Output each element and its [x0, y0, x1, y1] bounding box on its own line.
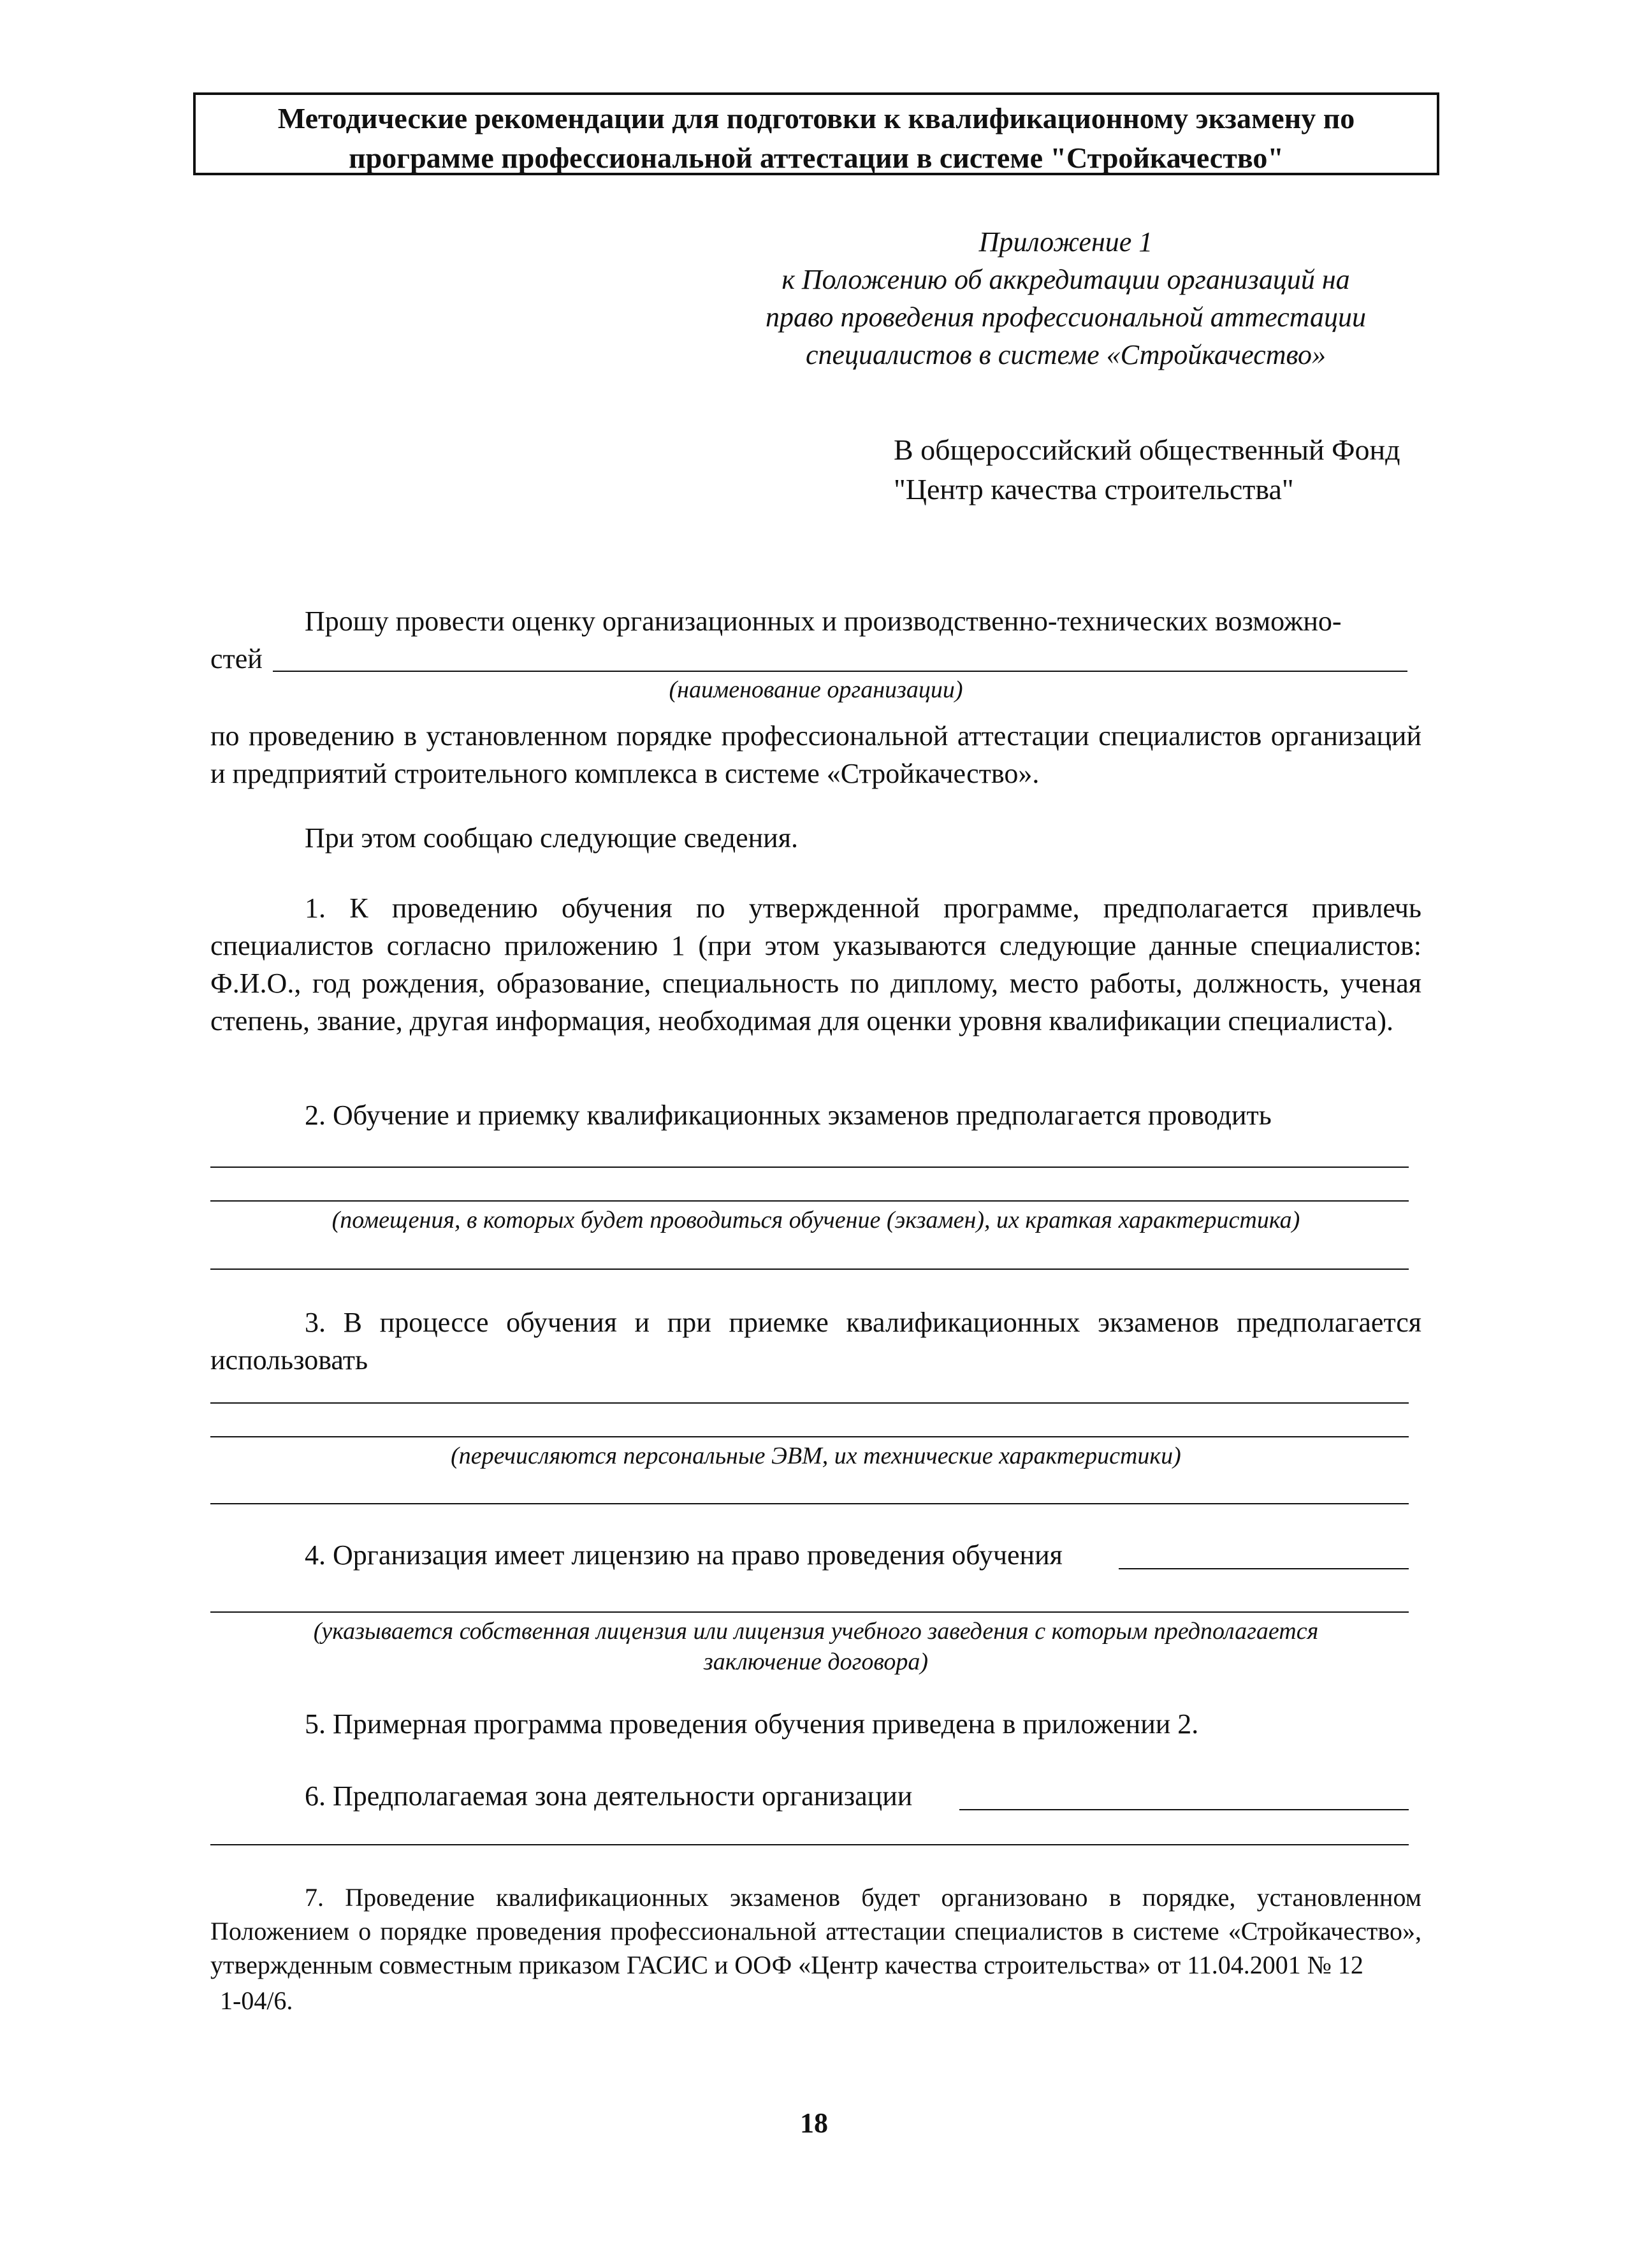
item-3-field-line-2[interactable] — [210, 1436, 1409, 1437]
appendix-reference — [715, 223, 1416, 374]
request-line-1: Прошу провести оценку организационных и производственно-технических возможно- — [305, 606, 1342, 637]
addressee-line-1: В общероссийский общественный Фонд — [894, 433, 1400, 466]
appendix-line-1: к Положению об аккредитации организаций на — [781, 264, 1350, 295]
request-continuation: по проведению в установленном порядке профессиональной аттестации специалистов организаций и предприятий строительного комплекса в системе «Стройкачество». — [210, 720, 1421, 789]
item-4-caption-line-2: заключение договора) — [703, 1648, 929, 1675]
item-4-license-field[interactable] — [1119, 1568, 1409, 1569]
appendix-line-3: специалистов в системе «Стройкачество» — [805, 339, 1326, 370]
addressee — [894, 430, 1467, 509]
item-2-field-line-1[interactable] — [210, 1167, 1409, 1168]
appendix-title: Приложение 1 — [978, 226, 1153, 258]
organization-name-field[interactable] — [273, 671, 1407, 672]
item-2-text: 2. Обучение и приемку квалификационных экзаменов предполагается проводить — [305, 1100, 1272, 1131]
item-6-field-line-2[interactable] — [210, 1844, 1409, 1845]
item-3-field-line-3[interactable] — [210, 1503, 1409, 1504]
item-2-caption: (помещения, в которых будет проводиться обучение (экзамен), их краткая характеристика) — [331, 1207, 1300, 1233]
page-number: 18 — [800, 2107, 828, 2139]
intro-text: При этом сообщаю следующие сведения. — [305, 822, 798, 854]
item-1-text: 1. К проведению обучения по утвержденной программе, предполагается привлечь специалистов согласно приложению 1 (при этом указываются следующие данные специалистов: Ф.И.О., год рождения, образование, специальность по диплому, место работы, должность, ученая степень, звание, другая информация, необходимая для оценки уровня квалификации специалиста). — [210, 892, 1421, 1036]
header-line-1: Методические рекомендации для подготовки к квалификационному экзамену по — [277, 102, 1355, 134]
document-header — [193, 92, 1439, 175]
item-3-caption: (перечисляются персональные ЭВМ, их технические характеристики) — [451, 1443, 1181, 1469]
item-4-caption-line-1: (указывается собственная лицензия или лицензия учебного заведения с которым предполагается — [313, 1618, 1319, 1645]
item-4-field-line-2[interactable] — [210, 1611, 1409, 1613]
item-6-text: 6. Предполагаемая зона деятельности организации — [305, 1780, 913, 1812]
item-4-text: 4. Организация имеет лицензию на право проведения обучения — [305, 1539, 1063, 1571]
item-7-tail: 1-04/6. — [220, 1986, 293, 2015]
item-3-field-line-1[interactable] — [210, 1402, 1409, 1404]
item-2-field-line-3[interactable] — [210, 1268, 1409, 1270]
header-line-2: программе профессиональной аттестации в системе "Стройкачество" — [349, 142, 1284, 174]
item-5-text: 5. Примерная программа проведения обучения приведена в приложении 2. — [305, 1708, 1199, 1740]
item-6-zone-field[interactable] — [959, 1809, 1409, 1810]
appendix-line-2: право проведения профессиональной аттестации — [765, 302, 1367, 333]
organization-name-caption: (наименование организации) — [669, 676, 963, 703]
item-3-text: 3. В процессе обучения и при приемке квалификационных экзаменов предполагается использовать — [210, 1307, 1421, 1376]
addressee-line-2: "Центр качества строительства" — [894, 473, 1294, 505]
item-2-field-line-2[interactable] — [210, 1200, 1409, 1202]
request-line-2-start: стей — [210, 643, 263, 674]
item-7-text: 7. Проведение квалификационных экзаменов будет организовано в порядке, установленном Положением о порядке проведения профессиональной аттестации специалистов в системе «Стройкачество», утвержденным совместным приказом ГАСИС и ООФ «Центр качества строительства» от 11.04.2001 № 12 — [210, 1883, 1421, 1979]
